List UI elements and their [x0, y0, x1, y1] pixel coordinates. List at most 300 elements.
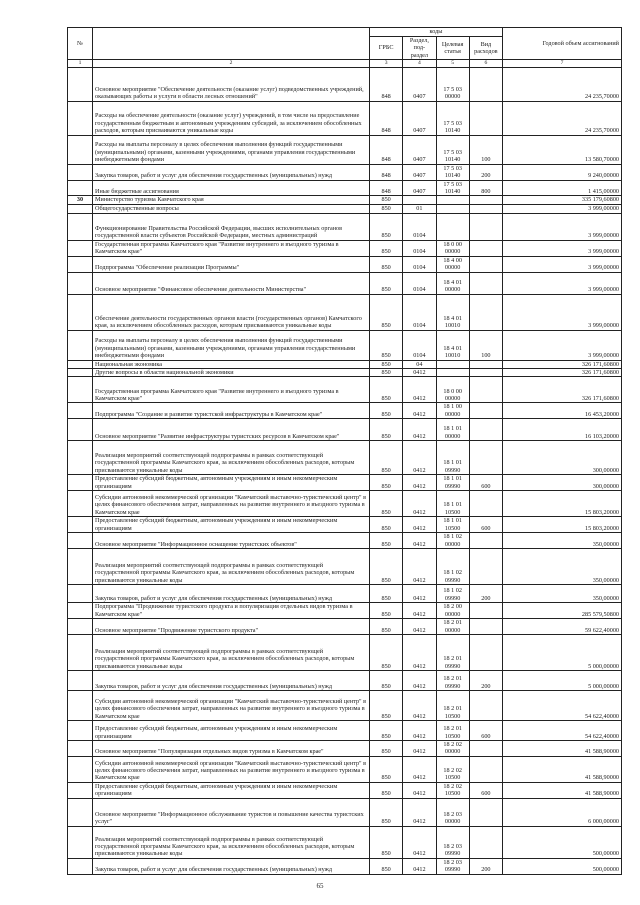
row-grbs: 850	[370, 377, 403, 403]
row-razdel: 0412	[403, 720, 436, 740]
row-number	[68, 475, 93, 491]
row-name: Основное мероприятие "Продвижение туристского продукта"	[93, 619, 370, 635]
budget-sheet	[67, 27, 622, 875]
row-name: Функционирование Правительства Российской Федерации, высших исполнительных органов государственной власти субъектов Российской Федерации, местных администраций	[93, 213, 370, 240]
row-razdel: 0412	[403, 533, 436, 549]
row-razdel: 0412	[403, 798, 436, 826]
row-name: Субсидии автономной некоммерческой организации "Камчатский выставочно-туристический центр" в целях финансового обеспечения затрат, направленных на развитие внутреннего и въездного туризма в Камчатском крае	[93, 756, 370, 782]
row-sum: 300,00000	[503, 441, 622, 475]
row-expense-type	[469, 294, 502, 330]
row-number	[68, 67, 93, 101]
row-sum: 3 999,00000	[503, 330, 622, 360]
row-grbs: 850	[370, 475, 403, 491]
row-razdel: 0407	[403, 135, 436, 164]
row-target: 18 1 01 10500	[436, 517, 469, 533]
row-target: 18 2 01 09990	[436, 634, 469, 670]
row-number	[68, 517, 93, 533]
row-expense-type: 600	[469, 720, 502, 740]
table-row	[68, 585, 622, 603]
header-grbs: ГРБС	[370, 37, 403, 60]
row-sum: 285 579,50800	[503, 603, 622, 619]
row-razdel: 0412	[403, 491, 436, 517]
row-name: Государственная программа Камчатского края "Развитие внутреннего и въездного туризма в Камчатском крае"	[93, 377, 370, 403]
row-razdel: 0412	[403, 441, 436, 475]
row-target: 18 2 01 00000	[436, 619, 469, 635]
row-target: 18 1 01 00000	[436, 419, 469, 441]
row-sum: 3 999,00000	[503, 256, 622, 272]
row-number	[68, 491, 93, 517]
row-name: Общегосударственные вопросы	[93, 204, 370, 213]
row-name: Закупка товаров, работ и услуг для обеспечения государственных (муниципальных) нужд	[93, 670, 370, 690]
row-razdel: 0412	[403, 377, 436, 403]
row-expense-type	[469, 256, 502, 272]
row-grbs: 850	[370, 634, 403, 670]
row-razdel: 0412	[403, 690, 436, 720]
table-row	[68, 213, 622, 240]
row-sum: 5 000,00000	[503, 634, 622, 670]
row-grbs: 848	[370, 135, 403, 164]
row-expense-type: 800	[469, 180, 502, 196]
row-name: Расходы на обеспечение деятельности (оказание услуг) учреждений, в том числе на предоставление государственным бюджетным и автономным учреждениям субсидий, за исключением обособленных расходов, которым присваиваются уникальные коды	[93, 101, 370, 135]
row-expense-type	[469, 740, 502, 756]
row-sum: 13 580,70000	[503, 135, 622, 164]
row-name: Предоставление субсидий бюджетным, автономным учреждениям и иным некоммерческим организациям	[93, 517, 370, 533]
row-target: 18 2 02 10500	[436, 756, 469, 782]
row-number	[68, 634, 93, 670]
table-row	[68, 690, 622, 720]
row-grbs: 850	[370, 740, 403, 756]
index-cell: 7	[503, 60, 622, 67]
table-row	[68, 475, 622, 491]
row-target: 18 0 00 00000	[436, 240, 469, 256]
row-grbs: 850	[370, 294, 403, 330]
row-target: 18 4 01 10010	[436, 294, 469, 330]
table-row	[68, 670, 622, 690]
table-row	[68, 491, 622, 517]
table-row	[68, 403, 622, 419]
row-expense-type	[469, 798, 502, 826]
row-expense-type: 100	[469, 135, 502, 164]
row-razdel: 0407	[403, 164, 436, 180]
row-target: 18 1 02 09990	[436, 585, 469, 603]
row-expense-type	[469, 756, 502, 782]
row-expense-type: 200	[469, 670, 502, 690]
row-name: Закупка товаров, работ и услуг для обеспечения государственных (муниципальных) нужд	[93, 164, 370, 180]
row-expense-type: 200	[469, 858, 502, 874]
row-name: Министерство туризма Камчатского края	[93, 196, 370, 204]
row-number	[68, 619, 93, 635]
table-row	[68, 272, 622, 294]
row-sum: 300,00000	[503, 475, 622, 491]
table-row	[68, 441, 622, 475]
row-sum: 326 171,60800	[503, 377, 622, 403]
row-razdel: 0104	[403, 240, 436, 256]
row-expense-type: 600	[469, 782, 502, 798]
row-grbs: 850	[370, 585, 403, 603]
row-grbs: 850	[370, 360, 403, 368]
row-razdel: 0407	[403, 101, 436, 135]
table-row	[68, 294, 622, 330]
table-row	[68, 858, 622, 874]
row-grbs: 850	[370, 858, 403, 874]
row-name: Обеспечение деятельности государственных органов власти (государственных органов) Камчатского края, за исключением обособленных расходов, которым присваиваются уникальные коды	[93, 294, 370, 330]
row-grbs: 850	[370, 330, 403, 360]
row-razdel: 0412	[403, 369, 436, 377]
row-grbs: 850	[370, 720, 403, 740]
row-target: 18 2 01 10500	[436, 690, 469, 720]
table-row	[68, 419, 622, 441]
row-target: 17 5 03 10140	[436, 101, 469, 135]
index-cell: 4	[403, 60, 436, 67]
table-body	[68, 67, 622, 874]
table-row	[68, 240, 622, 256]
row-sum: 24 235,70000	[503, 67, 622, 101]
row-grbs: 848	[370, 67, 403, 101]
row-name: Основное мероприятие "Обеспечение деятельности (оказание услуг) подведомственных учреждений, оказывающих работы и услуги в области лесных отношений"	[93, 67, 370, 101]
row-target: 18 2 03 09990	[436, 826, 469, 858]
row-expense-type	[469, 204, 502, 213]
row-number	[68, 756, 93, 782]
row-sum: 350,00000	[503, 549, 622, 585]
row-name: Реализация мероприятий соответствующей подпрограммы в рамках соответствующей государственной программы Камчатского края, за исключением обособленных расходов, которым присваиваются уникальные коды	[93, 441, 370, 475]
row-number	[68, 272, 93, 294]
table-row	[68, 369, 622, 377]
row-razdel: 0104	[403, 213, 436, 240]
row-sum: 350,00000	[503, 533, 622, 549]
row-expense-type	[469, 272, 502, 294]
row-target: 18 2 01 10500	[436, 720, 469, 740]
row-name: Закупка товаров, работ и услуг для обеспечения государственных (муниципальных) нужд	[93, 858, 370, 874]
row-sum: 1 415,00000	[503, 180, 622, 196]
row-name: Основное мероприятие "Информационное обслуживание туристов и повышение качества туристских услуг"	[93, 798, 370, 826]
row-razdel: 0104	[403, 330, 436, 360]
row-sum: 24 235,70000	[503, 101, 622, 135]
row-name: Подпрограмма "Создание и развитие туристской инфраструктуры в Камчатском крае"	[93, 403, 370, 419]
row-grbs: 850	[370, 213, 403, 240]
row-target	[436, 360, 469, 368]
row-target: 18 1 02 09990	[436, 549, 469, 585]
row-sum: 16 103,20000	[503, 419, 622, 441]
row-target: 18 2 02 00000	[436, 740, 469, 756]
row-razdel: 0412	[403, 740, 436, 756]
row-number: 30	[68, 196, 93, 204]
row-number	[68, 549, 93, 585]
row-expense-type	[469, 213, 502, 240]
row-number	[68, 330, 93, 360]
row-razdel: 0412	[403, 517, 436, 533]
row-target: 18 0 00 00000	[436, 377, 469, 403]
row-expense-type	[469, 690, 502, 720]
row-razdel	[403, 196, 436, 204]
row-sum: 15 803,20000	[503, 491, 622, 517]
row-grbs: 850	[370, 240, 403, 256]
row-target: 18 2 01 09990	[436, 670, 469, 690]
row-grbs: 850	[370, 533, 403, 549]
row-sum: 54 622,40000	[503, 720, 622, 740]
row-sum: 3 999,00000	[503, 204, 622, 213]
table-header	[68, 28, 622, 68]
row-target: 17 5 03 10140	[436, 164, 469, 180]
row-name: Предоставление субсидий бюджетным, автономным учреждениям и иным некоммерческим организациям	[93, 475, 370, 491]
table-row	[68, 330, 622, 360]
table-row	[68, 740, 622, 756]
row-grbs: 850	[370, 204, 403, 213]
row-grbs: 850	[370, 369, 403, 377]
table-row	[68, 67, 622, 101]
row-target: 17 5 03 10140	[436, 180, 469, 196]
row-number	[68, 720, 93, 740]
row-name: Основное мероприятие "Развитие инфраструктуры туристских ресурсов в Камчатском крае"	[93, 419, 370, 441]
row-target: 18 2 00 00000	[436, 603, 469, 619]
table-row	[68, 619, 622, 635]
row-number	[68, 690, 93, 720]
row-grbs: 850	[370, 549, 403, 585]
row-name: Основное мероприятие "Информационное оснащение туристских объектов"	[93, 533, 370, 549]
row-target: 18 4 01 00000	[436, 272, 469, 294]
row-name: Субсидии автономной некоммерческой организации "Камчатский выставочно-туристический центр" в целях финансового обеспечения затрат, направленных на развитие внутреннего и въездного туризма в Камчатском крае	[93, 491, 370, 517]
row-name: Национальная экономика	[93, 360, 370, 368]
row-name: Закупка товаров, работ и услуг для обеспечения государственных (муниципальных) нужд	[93, 585, 370, 603]
table-row	[68, 533, 622, 549]
row-razdel: 0412	[403, 475, 436, 491]
row-target: 18 1 01 09990	[436, 441, 469, 475]
header-target: Целевая статья	[436, 37, 469, 60]
table-row	[68, 756, 622, 782]
budget-table	[67, 27, 622, 875]
row-razdel: 0412	[403, 549, 436, 585]
row-number	[68, 101, 93, 135]
table-row	[68, 720, 622, 740]
row-expense-type	[469, 603, 502, 619]
row-expense-type: 600	[469, 517, 502, 533]
row-number	[68, 213, 93, 240]
index-cell: 3	[370, 60, 403, 67]
row-razdel: 0407	[403, 180, 436, 196]
row-sum: 326 171,60800	[503, 369, 622, 377]
row-expense-type: 200	[469, 164, 502, 180]
row-target: 18 1 01 09990	[436, 475, 469, 491]
row-number	[68, 533, 93, 549]
header-codes: коды	[370, 28, 503, 37]
row-target	[436, 196, 469, 204]
row-sum: 9 240,00000	[503, 164, 622, 180]
row-expense-type: 100	[469, 330, 502, 360]
table-row	[68, 798, 622, 826]
row-razdel: 0412	[403, 756, 436, 782]
index-cell: 6	[469, 60, 502, 67]
index-cell: 1	[68, 60, 93, 67]
row-target: 18 2 02 10500	[436, 782, 469, 798]
row-number	[68, 419, 93, 441]
table-row	[68, 826, 622, 858]
table-row	[68, 603, 622, 619]
row-grbs: 850	[370, 798, 403, 826]
row-expense-type	[469, 441, 502, 475]
row-grbs: 850	[370, 619, 403, 635]
row-sum: 350,00000	[503, 585, 622, 603]
row-grbs: 850	[370, 756, 403, 782]
row-grbs: 850	[370, 441, 403, 475]
row-number	[68, 782, 93, 798]
row-target: 18 2 03 09990	[436, 858, 469, 874]
row-target	[436, 204, 469, 213]
row-grbs: 850	[370, 782, 403, 798]
row-sum: 15 803,20000	[503, 517, 622, 533]
row-razdel: 0412	[403, 826, 436, 858]
table-row	[68, 204, 622, 213]
row-expense-type	[469, 377, 502, 403]
index-cell: 2	[93, 60, 370, 67]
row-sum: 500,00000	[503, 826, 622, 858]
row-razdel: 0407	[403, 67, 436, 101]
row-grbs: 850	[370, 826, 403, 858]
row-number	[68, 180, 93, 196]
row-grbs: 850	[370, 603, 403, 619]
row-grbs: 850	[370, 670, 403, 690]
row-target: 18 1 02 00000	[436, 533, 469, 549]
row-grbs: 848	[370, 101, 403, 135]
row-grbs: 850	[370, 272, 403, 294]
table-row	[68, 101, 622, 135]
row-expense-type	[469, 369, 502, 377]
table-row	[68, 517, 622, 533]
row-razdel: 04	[403, 360, 436, 368]
row-razdel: 0412	[403, 419, 436, 441]
row-name: Другие вопросы в области национальной экономики	[93, 369, 370, 377]
index-row	[68, 60, 622, 67]
row-expense-type	[469, 491, 502, 517]
row-number	[68, 798, 93, 826]
row-razdel: 0412	[403, 634, 436, 670]
row-target	[436, 213, 469, 240]
row-grbs: 850	[370, 196, 403, 204]
row-number	[68, 740, 93, 756]
row-expense-type: 600	[469, 475, 502, 491]
index-cell: 5	[436, 60, 469, 67]
row-expense-type	[469, 549, 502, 585]
row-target: 18 4 00 00000	[436, 256, 469, 272]
row-expense-type	[469, 196, 502, 204]
row-razdel: 0412	[403, 858, 436, 874]
row-number	[68, 256, 93, 272]
row-name: Реализация мероприятий соответствующей подпрограммы в рамках соответствующей государственной программы Камчатского края, за исключением обособленных расходов, которым присваиваются уникальные коды	[93, 634, 370, 670]
row-razdel: 0412	[403, 782, 436, 798]
row-grbs: 850	[370, 419, 403, 441]
header-expense-type: Вид расходов	[469, 37, 502, 60]
row-expense-type	[469, 240, 502, 256]
row-razdel: 0412	[403, 603, 436, 619]
row-sum: 3 999,00000	[503, 272, 622, 294]
table-row	[68, 196, 622, 204]
row-number	[68, 585, 93, 603]
table-row	[68, 782, 622, 798]
row-grbs: 848	[370, 164, 403, 180]
row-razdel: 0412	[403, 670, 436, 690]
row-target	[436, 369, 469, 377]
row-sum: 3 999,00000	[503, 213, 622, 240]
row-number	[68, 403, 93, 419]
row-expense-type: 200	[469, 585, 502, 603]
row-name: Государственная программа Камчатского края "Развитие внутреннего и въездного туризма в Камчатском крае"	[93, 240, 370, 256]
row-number	[68, 377, 93, 403]
row-sum: 54 622,40000	[503, 690, 622, 720]
row-number	[68, 360, 93, 368]
table-row	[68, 634, 622, 670]
row-number	[68, 204, 93, 213]
row-sum: 59 622,40000	[503, 619, 622, 635]
row-expense-type	[469, 826, 502, 858]
row-target: 18 2 03 00000	[436, 798, 469, 826]
table-row	[68, 360, 622, 368]
row-name: Иные бюджетные ассигнования	[93, 180, 370, 196]
row-sum: 6 000,00000	[503, 798, 622, 826]
row-sum: 500,00000	[503, 858, 622, 874]
table-row	[68, 549, 622, 585]
row-number	[68, 135, 93, 164]
row-name: Подпрограмма "Продвижение туристского продукта и популяризация отдельных видов туризма в Камчатском крае"	[93, 603, 370, 619]
row-name: Реализация мероприятий соответствующей подпрограммы в рамках соответствующей государственной программы Камчатского края, за исключением обособленных расходов, которым присваиваются уникальные коды	[93, 549, 370, 585]
row-target: 17 5 03 00000	[436, 67, 469, 101]
row-target: 18 1 01 10500	[436, 491, 469, 517]
table-row	[68, 377, 622, 403]
row-number	[68, 858, 93, 874]
row-name: Расходы на выплаты персоналу в целях обеспечения выполнения функций государственными (муниципальными) органами, казенными учреждениями, органами управления государственными внебюджетными фондами	[93, 330, 370, 360]
row-sum: 41 588,90000	[503, 756, 622, 782]
row-expense-type	[469, 634, 502, 670]
row-sum: 41 588,90000	[503, 740, 622, 756]
row-target: 17 5 03 10140	[436, 135, 469, 164]
row-razdel: 0412	[403, 585, 436, 603]
row-grbs: 850	[370, 403, 403, 419]
row-grbs: 850	[370, 256, 403, 272]
row-razdel: 0104	[403, 272, 436, 294]
row-sum: 335 179,60800	[503, 196, 622, 204]
row-expense-type	[469, 101, 502, 135]
row-sum: 326 171,60800	[503, 360, 622, 368]
row-name: Основное мероприятие "Финансовое обеспечение деятельности Министерства"	[93, 272, 370, 294]
row-grbs: 850	[370, 690, 403, 720]
row-razdel: 0104	[403, 294, 436, 330]
row-number	[68, 294, 93, 330]
header-num: №	[68, 28, 93, 60]
row-name: Предоставление субсидий бюджетным, автономным учреждениям и иным некоммерческим организациям	[93, 782, 370, 798]
header-razdel: Раздел, под-раздел	[403, 37, 436, 60]
row-expense-type	[469, 419, 502, 441]
table-row	[68, 164, 622, 180]
row-number	[68, 240, 93, 256]
row-sum: 3 999,00000	[503, 240, 622, 256]
row-grbs: 850	[370, 491, 403, 517]
row-target: 18 1 00 00000	[436, 403, 469, 419]
row-number	[68, 441, 93, 475]
row-razdel: 0412	[403, 619, 436, 635]
row-number	[68, 369, 93, 377]
row-sum: 16 453,20000	[503, 403, 622, 419]
table-row	[68, 135, 622, 164]
row-name: Подпрограмма "Обеспечение реализации Программы"	[93, 256, 370, 272]
row-expense-type	[469, 360, 502, 368]
row-sum: 5 000,00000	[503, 670, 622, 690]
row-number	[68, 164, 93, 180]
row-grbs: 850	[370, 517, 403, 533]
row-number	[68, 670, 93, 690]
row-expense-type	[469, 403, 502, 419]
row-name: Реализация мероприятий соответствующей подпрограммы в рамках соответствующей государственной программы Камчатского края, за исключением обособленных расходов, которым присваиваются уникальные коды	[93, 826, 370, 858]
table-row	[68, 180, 622, 196]
row-sum: 3 999,00000	[503, 294, 622, 330]
header-name	[93, 28, 370, 60]
row-target: 18 4 01 10010	[436, 330, 469, 360]
